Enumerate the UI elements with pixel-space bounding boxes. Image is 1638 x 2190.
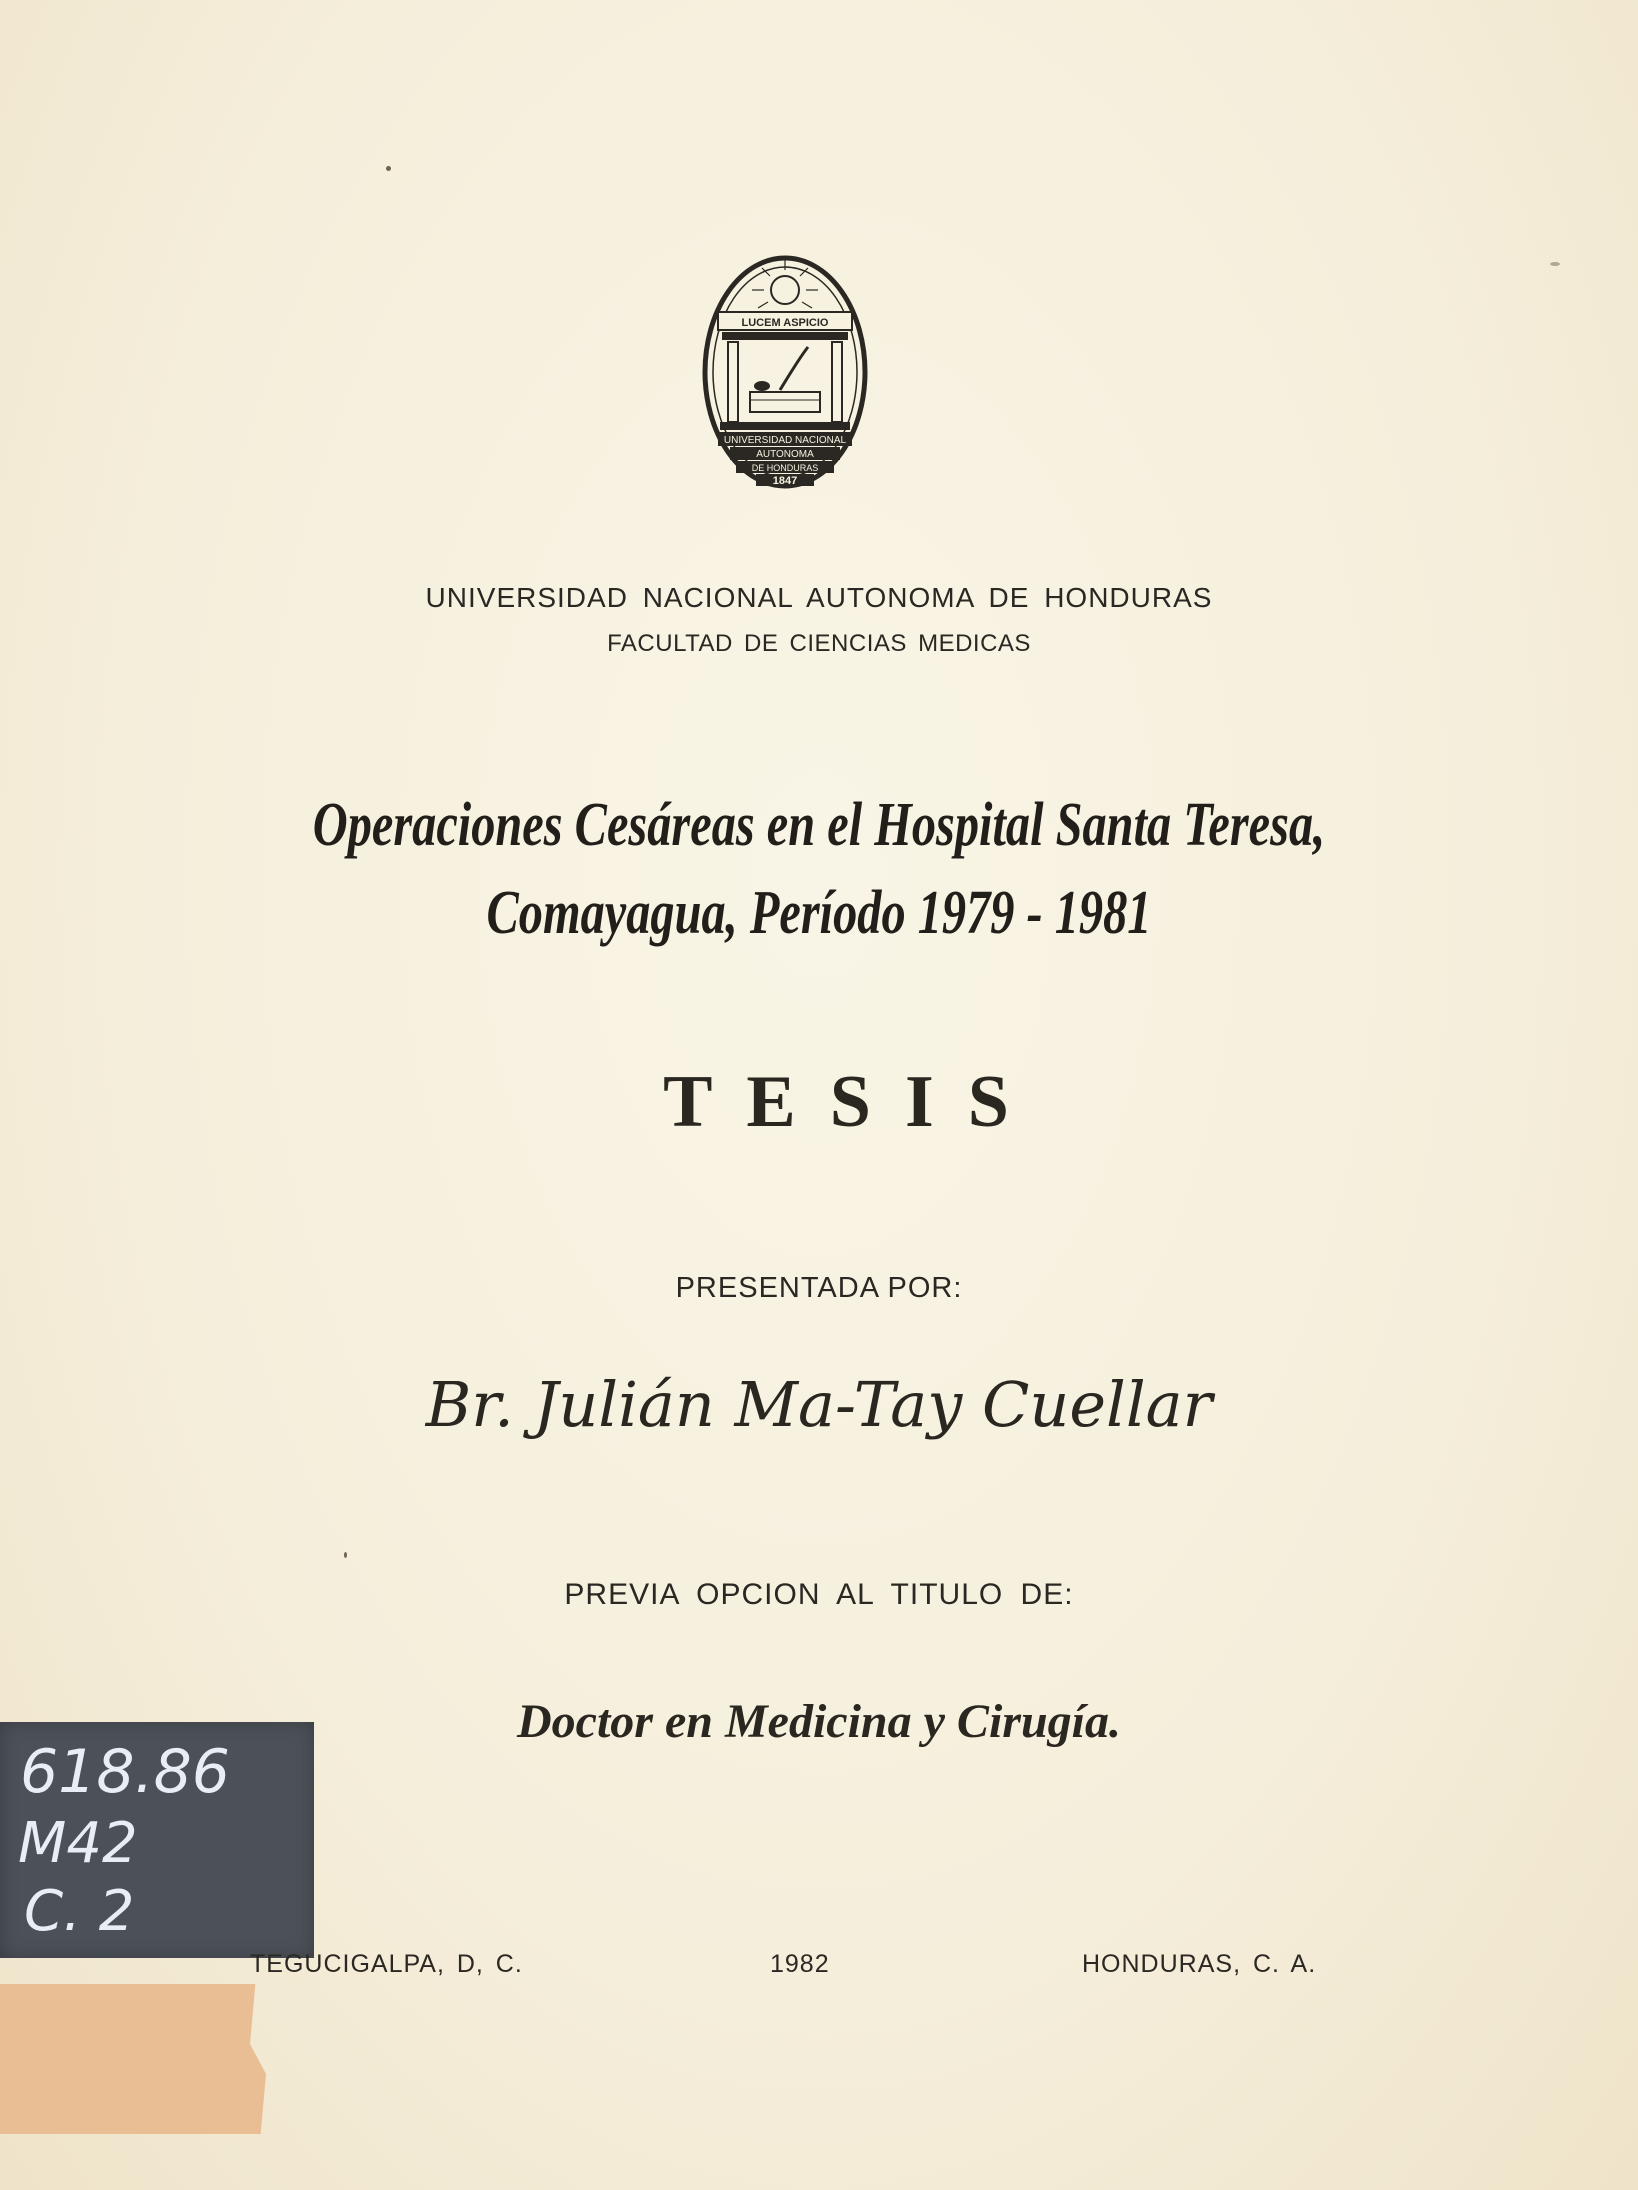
footer-city: TEGUCIGALPA, D, C. <box>250 1950 523 1978</box>
degree-title: Doctor en Medicina y Cirugía. <box>516 1695 1121 1748</box>
tape-residue <box>0 1984 266 2134</box>
university-seal-icon <box>700 252 870 492</box>
paper-speck <box>344 1552 347 1558</box>
footer-year: 1982 <box>770 1950 830 1978</box>
document-type: TESIS <box>663 1061 1043 1143</box>
thesis-title-line1: Operaciones Cesáreas en el Hospital Santa Teresa, <box>312 791 1326 859</box>
library-call-number-sticker <box>0 1722 314 1958</box>
seal-ring-line3: DE HONDURAS <box>751 463 819 473</box>
call-number-line2: M42 <box>18 1811 138 1876</box>
presented-by-label: PRESENTADA POR: <box>675 1272 963 1304</box>
seal-ring-line1: UNIVERSIDAD NACIONAL <box>723 435 847 446</box>
faculty-name: FACULTAD DE CIENCIAS MEDICAS <box>607 630 1031 657</box>
call-number-line1: 618.86 <box>20 1737 230 1807</box>
seal-ring-line2: AUTONOMA <box>756 449 814 460</box>
call-number-line3: C. 2 <box>24 1879 135 1944</box>
library-call-number-handwriting <box>14 1722 314 1958</box>
seal-motto: LUCEM ASPICIO <box>741 317 829 329</box>
thesis-title-line2: Comayagua, Período 1979 - 1981 <box>486 879 1152 947</box>
degree-label: PREVIA OPCION AL TITULO DE: <box>564 1578 1074 1611</box>
university-name: UNIVERSIDAD NACIONAL AUTONOMA DE HONDURAS <box>425 582 1213 613</box>
author-name: Br. Julián Ma-Tay Cuellar <box>425 1368 1213 1441</box>
seal-year: 1847 <box>772 475 798 487</box>
paper-speck <box>1550 262 1560 266</box>
footer-country: HONDURAS, C. A. <box>1082 1950 1317 1978</box>
paper-speck <box>386 166 391 171</box>
